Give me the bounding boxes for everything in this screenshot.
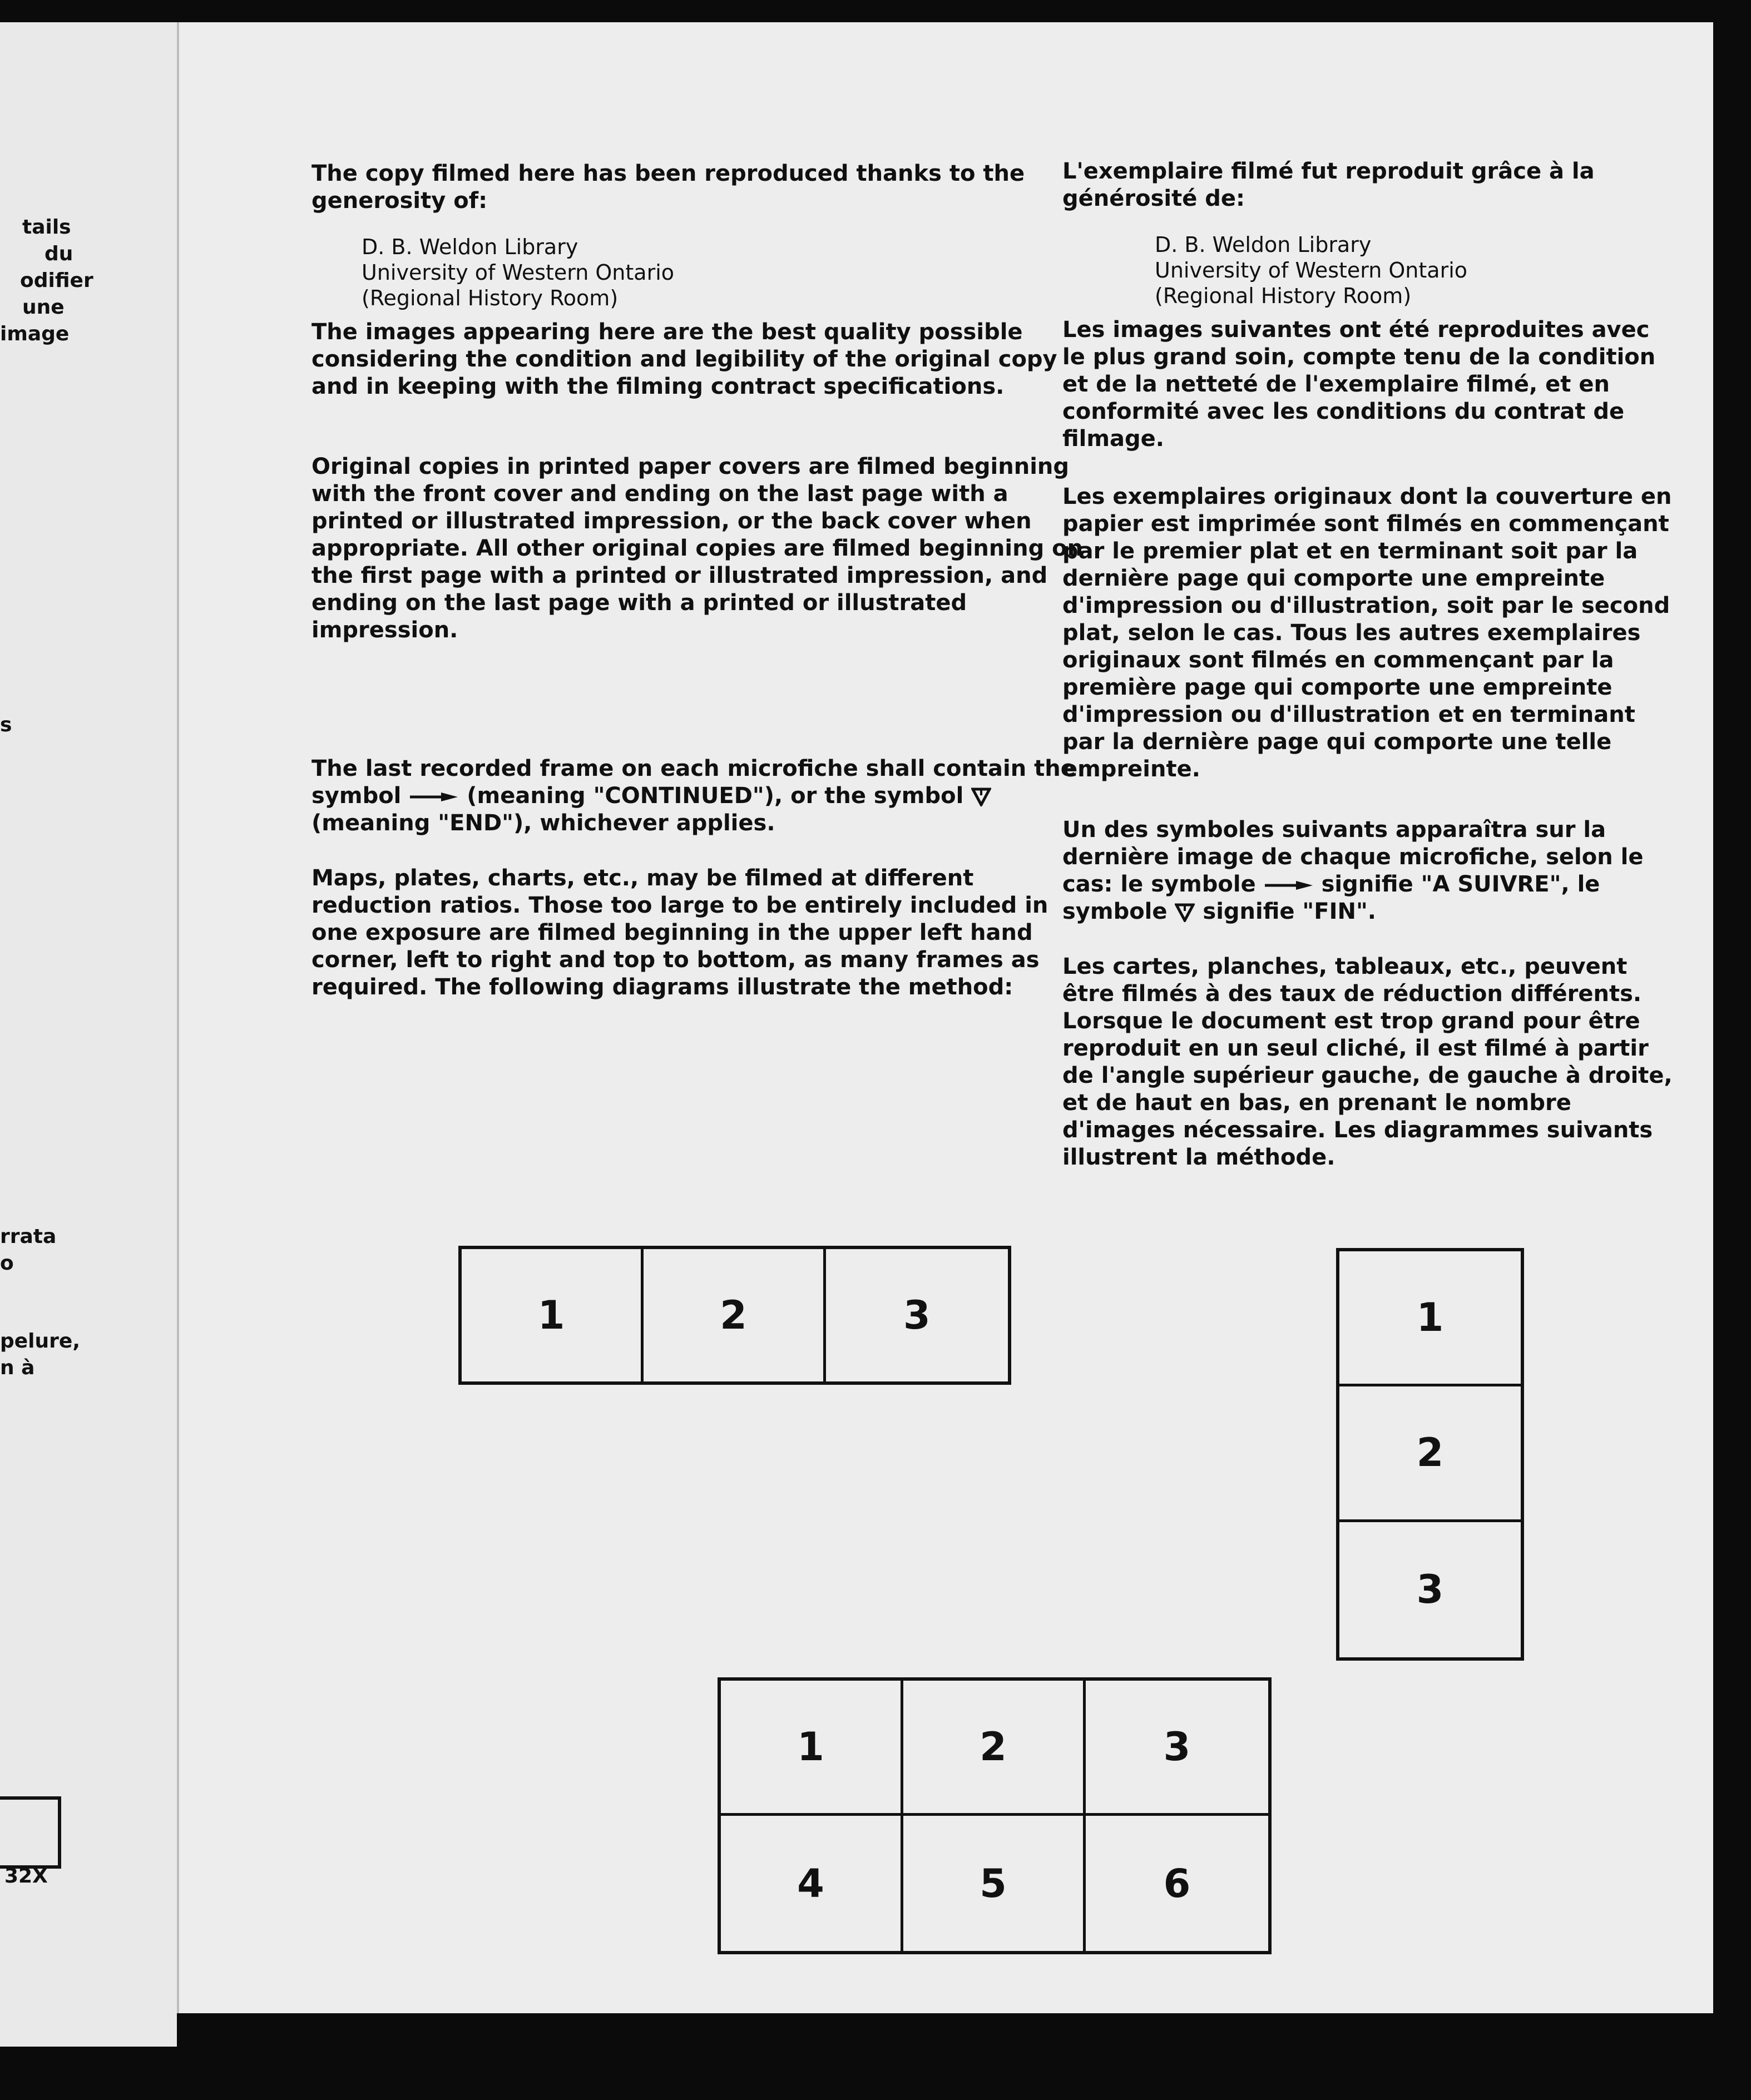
english-paragraph: Original copies in printed paper covers are filmed beginning with the front cover and ending on the last page with a printed or illustrated impression, or the back cover when appropriate. All other original copies are filmed beginning on the first page with a printed or illustrated impression, and ending on the last page with a printed or illustrated impression. xyxy=(311,454,1084,643)
left-page-fragment xyxy=(0,22,177,2047)
english-paragraph xyxy=(311,755,1101,837)
french-paragraph: Les exemplaires originaux dont la couverture en papier est imprimée sont filmés en commençant par le premier plat et en terminant soit par la dernière page qui comporte une empreinte d'impression ou d'illustration, soit par le second plat, selon le cas. Tous les autres exemplaires originaux sont filmés en commençant par la première page qui comporte une empreinte d'impression ou d'illustration et en terminant par la dernière page qui comporte une telle empreinte. xyxy=(1062,484,1672,782)
french-paragraph: Les images suivantes ont été reproduites avec le plus grand soin, compte tenu de la condition et de la netteté de l'exemplaire filmé, et en conformité avec les conditions du contrat de filmage. xyxy=(1062,317,1656,452)
english-paragraph: The copy filmed here has been reproduced thanks to the generosity of: xyxy=(311,161,1025,214)
diagram-cell: 3 xyxy=(903,1292,931,1338)
address-line: University of Western Ontario xyxy=(362,260,675,285)
french-symbol-text: signifie "A SUIVRE", le symbole xyxy=(1062,871,1600,924)
french-address xyxy=(1155,232,1680,309)
diagram-cell: 1 xyxy=(1339,1251,1521,1386)
left-fragment-text: une xyxy=(22,296,65,319)
address-line: University of Western Ontario xyxy=(1155,258,1468,283)
french-paragraph: L'exemplaire filmé fut reproduit grâce à la générosité de: xyxy=(1062,159,1595,211)
diagram-cell: 2 xyxy=(1339,1386,1521,1522)
french-symbol-text: signifie "FIN". xyxy=(1203,899,1376,924)
address-line: D. B. Weldon Library xyxy=(362,235,578,259)
left-fragment-box xyxy=(0,1796,61,1869)
left-fragment-text: rrata xyxy=(0,1225,57,1248)
address-line: (Regional History Room) xyxy=(362,286,619,310)
diagram-cell: 6 xyxy=(1163,1860,1191,1906)
left-fragment-text: n à xyxy=(0,1356,35,1379)
french-symbol-text: Un des symboles suivants apparaîtra sur la dernière image de chaque microfiche, selon le cas: le symbole xyxy=(1062,817,1644,897)
end-triangle-icon xyxy=(971,788,991,806)
left-fragment-text: tails xyxy=(22,216,71,239)
english-paragraph: Maps, plates, charts, etc., may be filmed at different reduction ratios. Those too large to be entirely included in one exposure are filmed beginning in the upper left hand corner, left to right and top to bottom, as many frames as required. The following diagrams illustrate the method: xyxy=(311,865,1048,1000)
diagram-cell: 2 xyxy=(644,1249,825,1381)
address-line: (Regional History Room) xyxy=(1155,284,1412,308)
address-line: D. B. Weldon Library xyxy=(1155,232,1372,257)
main-page xyxy=(177,22,1713,2013)
continued-arrow-icon xyxy=(409,791,459,803)
french-column xyxy=(1062,158,1680,1171)
left-fragment-text: du xyxy=(44,242,73,265)
french-paragraph xyxy=(1062,816,1680,925)
diagram-vertical xyxy=(1336,1248,1524,1661)
diagram-cell: 4 xyxy=(721,1816,903,1951)
diagram-cell: 5 xyxy=(903,1816,1086,1951)
left-fragment-text: image xyxy=(0,323,70,345)
diagram-cell: 1 xyxy=(462,1249,644,1381)
diagram-cell: 1 xyxy=(721,1681,903,1816)
left-fragment-text: o xyxy=(0,1252,14,1275)
diagram-horizontal xyxy=(458,1246,1011,1385)
english-symbol-text: (meaning "END"), whichever applies. xyxy=(311,810,775,836)
diagram-cell: 3 xyxy=(1416,1567,1444,1613)
diagram-cell: 2 xyxy=(903,1681,1086,1816)
left-fragment-text: 32X xyxy=(4,1865,48,1888)
english-paragraph: The images appearing here are the best quality possible considering the condition and legibility of the original copy and in keeping with the filming contract specifications. xyxy=(311,319,1057,399)
diagram-cell: 3 xyxy=(1086,1681,1268,1816)
continued-arrow-icon xyxy=(1264,880,1314,891)
left-fragment-text: odifier xyxy=(20,269,93,292)
english-column xyxy=(311,160,1101,1001)
left-fragment-text: pelure, xyxy=(0,1330,80,1353)
diagram-grid xyxy=(718,1677,1272,1954)
english-symbol-text: The last recorded frame on each microfiche shall contain the symbol xyxy=(311,756,1076,809)
english-address xyxy=(362,234,1101,311)
left-fragment-text: s xyxy=(0,714,12,736)
french-paragraph: Les cartes, planches, tableaux, etc., peuvent être filmés à des taux de réduction différents. Lorsque le document est trop grand pour être reproduit en un seul cliché, il est filmé à partir de l'angle supérieur gauche, de gauche à droite, et de haut en bas, en prenant le nombre d'images nécessaire. Les diagrammes suivants illustrent la méthode. xyxy=(1062,954,1673,1170)
end-triangle-icon xyxy=(1175,903,1195,922)
english-symbol-text: (meaning "CONTINUED"), or the symbol xyxy=(467,783,964,809)
